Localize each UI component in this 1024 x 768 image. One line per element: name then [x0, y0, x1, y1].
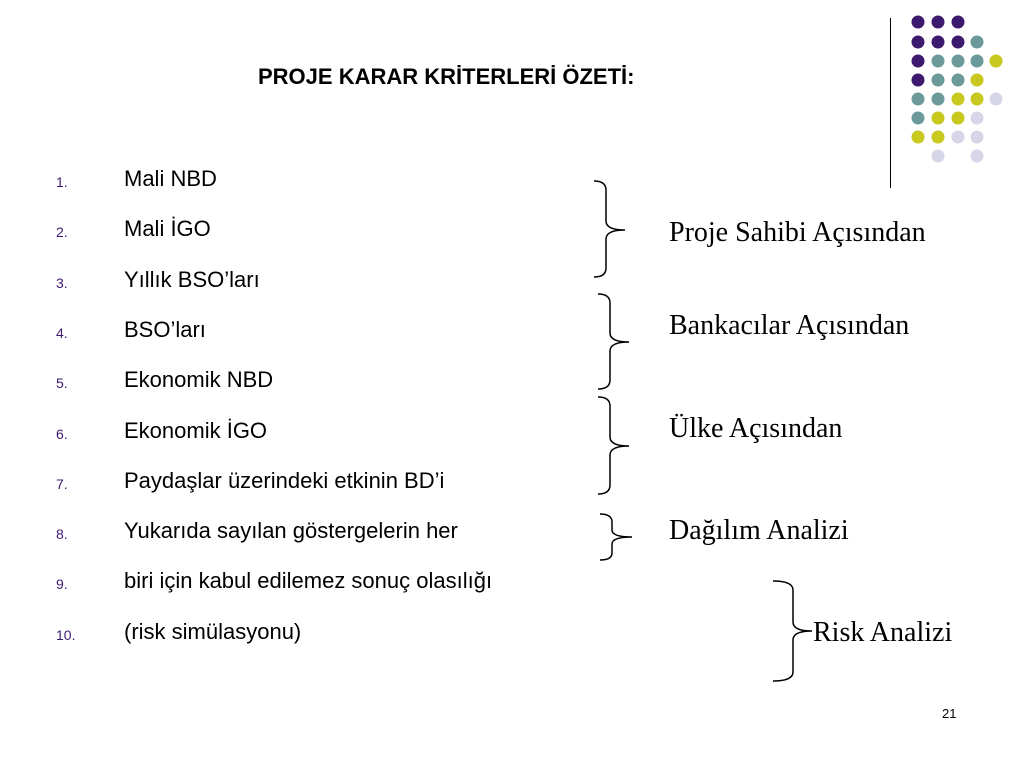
- list-text: BSO’ları: [124, 317, 206, 342]
- list-text: Yıllık BSO’ları: [124, 267, 260, 292]
- list-text: Ekonomik İGO: [124, 418, 268, 443]
- list-number: 9.: [56, 576, 68, 592]
- list-number: 3.: [56, 275, 68, 291]
- group-label-risk: Risk Analizi: [813, 617, 953, 648]
- brace-proje-sahibi: [594, 181, 625, 277]
- page-number: 21: [942, 706, 957, 721]
- list-number: 8.: [56, 526, 68, 542]
- slide-title: PROJE KARAR KRİTERLERİ ÖZETİ:: [258, 64, 635, 89]
- brace-risk: [773, 581, 812, 681]
- brace-ulke: [598, 397, 629, 494]
- list-text: Mali NBD: [124, 166, 217, 191]
- list-text: biri için kabul edilemez sonuç olasılığı: [124, 568, 493, 593]
- list-number: 5.: [56, 375, 68, 391]
- group-label-proje-sahibi: Proje Sahibi Açısından: [669, 217, 926, 248]
- group-label-bankacilar: Bankacılar Açısından: [669, 310, 910, 341]
- list-number: 6.: [56, 426, 68, 442]
- group-label-dagilim: Dağılım Analizi: [669, 515, 849, 546]
- list-text: (risk simülasyonu): [124, 619, 302, 644]
- group-label-ulke: Ülke Açısından: [669, 413, 843, 444]
- list-text: Paydaşlar üzerindeki etkinin BD’i: [124, 468, 445, 493]
- list-text: Ekonomik NBD: [124, 367, 274, 392]
- brace-bankacilar: [598, 294, 629, 389]
- list-number: 1.: [56, 174, 68, 190]
- brace-dagilim: [600, 514, 632, 560]
- list-text: Mali İGO: [124, 216, 211, 241]
- list-number: 2.: [56, 224, 68, 240]
- list-number: 4.: [56, 325, 68, 341]
- list-text: Yukarıda sayılan göstergelerin her: [124, 518, 458, 543]
- list-number: 10.: [56, 627, 76, 643]
- list-number: 7.: [56, 476, 68, 492]
